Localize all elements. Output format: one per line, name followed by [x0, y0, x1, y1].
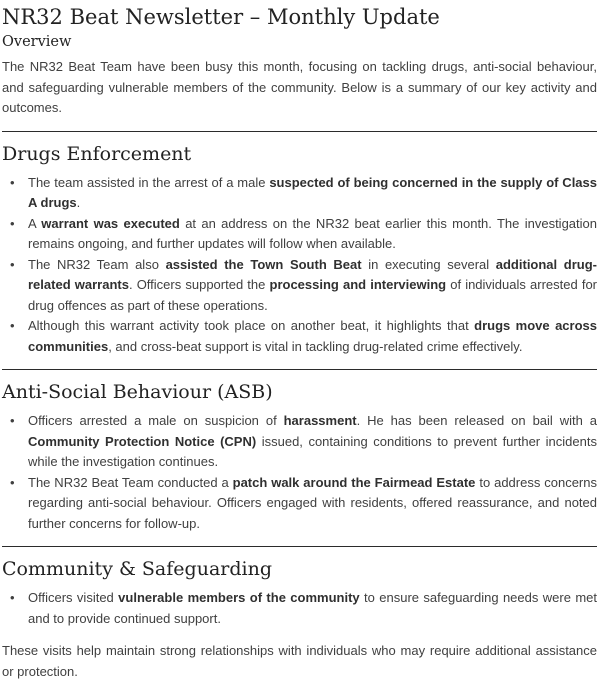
bold-text-run: additional drug-related warrants: [28, 256, 597, 292]
text-run: . Officers supported the: [128, 277, 270, 292]
bold-text-run: Community Protection Notice (CPN): [28, 433, 257, 449]
list-item: [2, 411, 597, 473]
text-run: Officers visited: [28, 590, 119, 605]
section-anti-social-behaviour: [2, 381, 597, 534]
list-item: [2, 316, 597, 357]
document-title: NR32 Beat Newsletter – Monthly Update: [2, 5, 440, 29]
text-run: Officers arrested a male on suspicion of: [28, 413, 284, 428]
closing-paragraph: These visits help maintain strong relationships with individuals who may require additional assistance or protection.: [2, 643, 597, 679]
overview-paragraph: The NR32 Beat Team have been busy this month, focusing on tackling drugs, anti-social behaviour, and safeguarding vulnerable members of the community. Below is a summary of our key activity and outcomes.: [2, 59, 597, 115]
bold-text-run: patch walk around the Fairmead Estate: [232, 474, 476, 490]
newsletter-document: [2, 4, 597, 682]
list-item: [2, 255, 597, 317]
text-run: The NR32 Team also: [28, 256, 166, 272]
text-run: of individuals arrested for drug offences as part of these operations.: [28, 277, 598, 313]
text-run: A: [28, 215, 42, 231]
bold-text-run: suspected of being concerned in the supply of Class A drugs: [28, 174, 597, 210]
text-run: to ensure safeguarding needs were met and to provide continued support.: [28, 590, 597, 626]
section-community-safeguarding: [2, 558, 597, 682]
section-divider: [2, 546, 597, 547]
section-divider: [2, 369, 597, 370]
text-run: in executing several: [361, 256, 496, 272]
list-item: [2, 214, 597, 255]
list-item: [2, 588, 597, 629]
list-item: [2, 473, 597, 535]
text-run: issued, containing conditions to prevent further incidents while the investigation continues.: [28, 433, 597, 469]
bold-text-run: drugs move across communities: [28, 318, 597, 354]
bold-text-run: processing and interviewing: [269, 277, 447, 292]
text-run: to address concerns regarding anti-social behaviour. Officers engaged with residents, offered reassurance, and noted further concerns for follow-up.: [28, 474, 597, 531]
community-safeguarding-heading: Community & Safeguarding: [2, 558, 272, 580]
drugs-enforcement-heading: Drugs Enforcement: [2, 142, 192, 165]
text-run: , and cross-beat support is vital in tackling drug-related crime effectively.: [108, 338, 523, 354]
drugs-enforcement-bullet-list: [2, 173, 597, 358]
text-run: at an address on the NR32 beat earlier this month. The investigation remains ongoing, and further updates will follow when available.: [28, 215, 597, 251]
section-divider: [2, 131, 597, 132]
community-safeguarding-bullet-list: [2, 588, 597, 629]
bold-text-run: vulnerable members of the community: [118, 590, 360, 605]
list-item: [2, 173, 597, 214]
text-run: . He has been released on bail with a: [356, 413, 597, 428]
section-drugs-enforcement: [2, 143, 597, 358]
text-run: The NR32 Beat Team conducted a: [28, 474, 233, 490]
bold-text-run: assisted the Town South Beat: [165, 256, 362, 272]
bold-text-run: warrant was executed: [41, 215, 180, 231]
text-run: Although this warrant activity took place on another beat, it highlights that: [28, 318, 475, 333]
overview-heading: Overview: [2, 34, 72, 50]
text-run: .: [76, 195, 81, 210]
text-run: The team assisted in the arrest of a male: [28, 174, 270, 190]
asb-bullet-list: [2, 411, 597, 534]
asb-heading: Anti-Social Behaviour (ASB): [2, 381, 273, 403]
bold-text-run: harassment: [283, 413, 357, 428]
